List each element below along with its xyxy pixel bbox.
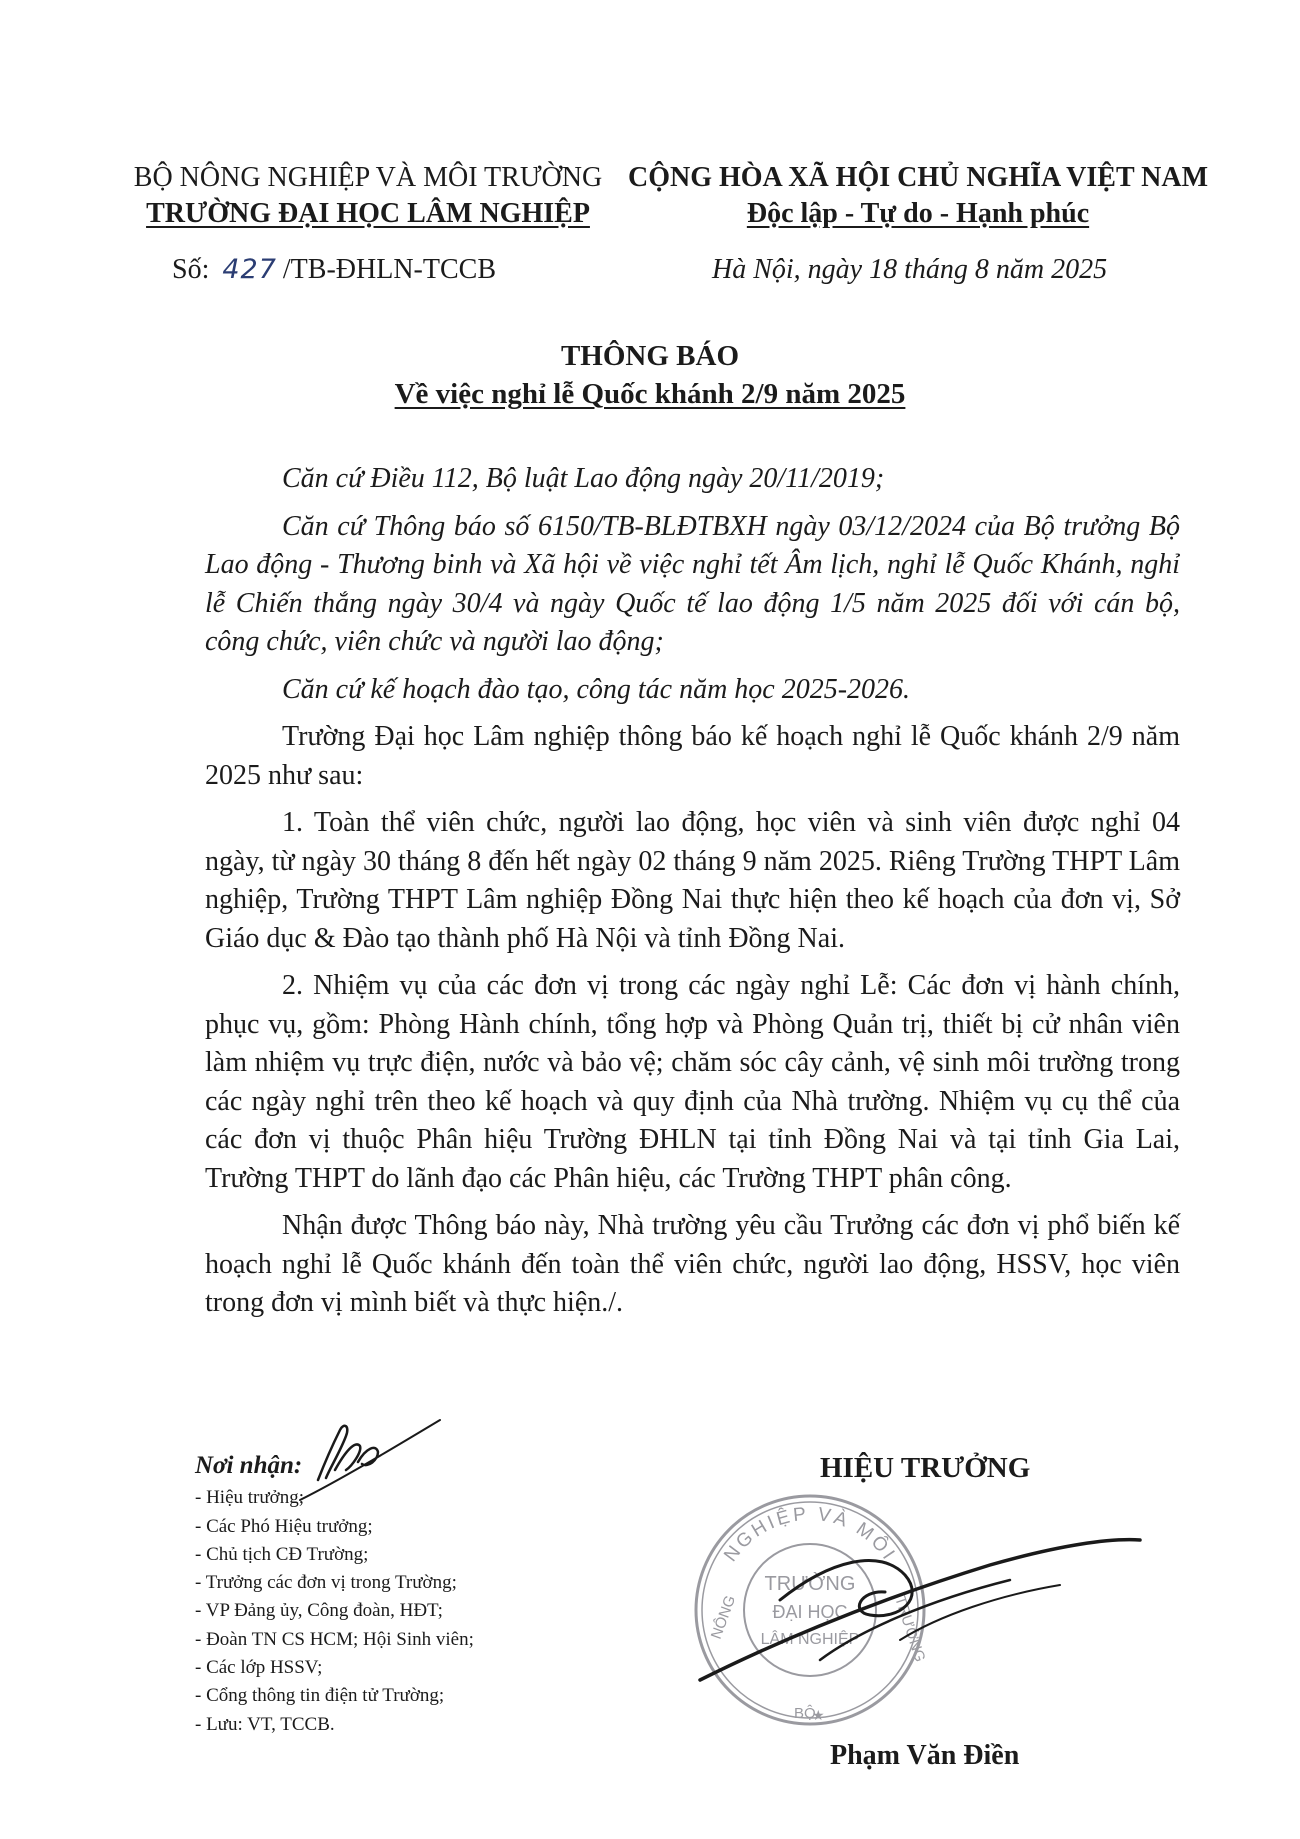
recipient-item: - Hiệu trưởng; (195, 1487, 304, 1509)
item-2-paragraph: 2. Nhiệm vụ của các đơn vị trong các ngày nghỉ Lễ: Các đơn vị hành chính, phục vụ, gồm: Phòng Hành chính, tổng hợp và Phòng Quản trị, thiết bị cử nhân viên làm nhiệm vụ trực điện, nước và bảo vệ; chăm sóc cây cảnh, vệ sinh môi trường trong các ngày nghỉ trên theo kế hoạch và quy định của Nhà trường. Nhiệm vụ cụ thể của các đơn vị thuộc Phân hiệu Trường ĐHLN tại tỉnh Đồng Nai và tại tỉnh Gia Lai, Trường THPT do lãnh đạo các Phân hiệu, các Trường THPT phân công. (205, 970, 1180, 1194)
country-name: CỘNG HÒA XÃ HỘI CHỦ NGHĨA VIỆT NAM (627, 162, 1209, 193)
legal-basis-2: Căn cứ Thông báo số 6150/TB-BLĐTBXH ngày 03/12/2024 của Bộ trưởng Bộ Lao động - Thương binh và Xã hội về việc nghỉ tết Âm lịch, nghỉ lễ Quốc Khánh, nghỉ lễ Chiến thắng ngày 30/4 và ngày Quốc tế lao động 1/5 năm 2025 đối với cán bộ, công chức, viên chức và người lao động; (205, 510, 1180, 657)
recipient-item: - Các lớp HSSV; (195, 1657, 323, 1679)
ministry-name: BỘ NÔNG NGHIỆP VÀ MÔI TRƯỜNG (133, 162, 603, 193)
recipients-heading: Nơi nhận: (195, 1452, 303, 1479)
recipient-item: - Trưởng các đơn vị trong Trường; (195, 1572, 457, 1594)
official-seal (690, 1490, 930, 1730)
document-number-prefix: Số: (172, 254, 210, 285)
issuer-header (128, 160, 608, 232)
seal-center-line-2: ĐẠI HỌC (772, 1602, 848, 1622)
seal-ring-bottom-text: BỘ (794, 1705, 816, 1722)
recipient-item: - VP Đảng ủy, Công đoàn, HĐT; (195, 1600, 443, 1622)
university-name (128, 196, 608, 232)
seal-star-icon: ★ (812, 1708, 825, 1724)
national-header (618, 160, 1218, 232)
legal-basis-3: Căn cứ kế hoạch đào tạo, công tác năm học 2025-2026. (282, 673, 911, 705)
seal-center-line-1: TRƯỜNG (764, 1573, 856, 1595)
recipient-item: - Chủ tịch CĐ Trường; (195, 1543, 369, 1565)
recipient-item: - Đoàn TN CS HCM; Hội Sinh viên; (195, 1628, 474, 1650)
place-date: Hà Nội, ngày 18 tháng 8 năm 2025 (712, 254, 1108, 285)
document-subtitle-text: Về việc nghỉ lễ Quốc khánh 2/9 năm 2025 (394, 378, 906, 410)
seal-ring-left-text: NÔNG (707, 1593, 740, 1642)
signer-position: HIỆU TRƯỞNG (820, 1452, 1031, 1484)
document-subtitle (0, 378, 1300, 411)
seal-center-line-3: LÂM NGHIỆP (760, 1631, 860, 1648)
document-number-handwritten: 427 (222, 254, 277, 285)
university-name-text: TRƯỜNG ĐẠI HỌC LÂM NGHIỆP (146, 198, 590, 229)
document-body (205, 460, 1180, 1332)
document-title: THÔNG BÁO (560, 340, 740, 372)
national-motto (618, 196, 1218, 232)
national-motto-text: Độc lập - Tự do - Hạnh phúc (746, 198, 1090, 229)
recipients-list (195, 1452, 474, 1739)
recipient-item: - Cổng thông tin điện tử Trường; (195, 1685, 445, 1707)
document-number-suffix: /TB-ĐHLN-TCCB (282, 254, 497, 285)
legal-basis-1: Căn cứ Điều 112, Bộ luật Lao động ngày 20/11/2019; (282, 463, 885, 494)
recipient-item: - Các Phó Hiệu trưởng; (195, 1515, 373, 1537)
signer-name: Phạm Văn Điền (830, 1740, 1020, 1771)
document-number (172, 254, 496, 286)
closing-paragraph: Nhận được Thông báo này, Nhà trường yêu cầu Trưởng các đơn vị phổ biến kế hoạch nghỉ lễ Quốc khánh đến toàn thể viên chức, người lao động, HSSV, học viên trong đơn vị mình biết và thực hiện./. (205, 1210, 1180, 1318)
item-1-paragraph: 1. Toàn thể viên chức, người lao động, học viên và sinh viên được nghỉ 04 ngày, từ ngày 30 tháng 8 đến hết ngày 02 tháng 9 năm 2025. Riêng Trường THPT Lâm nghiệp, Trường THPT Lâm nghiệp Đồng Nai thực hiện theo kế hoạch của đơn vị, Sở Giáo dục & Đào tạo thành phố Hà Nội và tỉnh Đồng Nai. (205, 807, 1180, 954)
seal-ring-top-text: NGHIỆP VÀ MÔI (720, 1503, 901, 1566)
seal-ring-right-text: TRƯỜNG (891, 1593, 929, 1665)
svg-text:NGHIỆP VÀ MÔI (720, 1504, 900, 1566)
recipient-item: - Lưu: VT, TCCB. (195, 1713, 335, 1735)
intro-paragraph: Trường Đại học Lâm nghiệp thông báo kế hoạch nghỉ lễ Quốc khánh 2/9 năm 2025 như sau: (205, 721, 1180, 791)
